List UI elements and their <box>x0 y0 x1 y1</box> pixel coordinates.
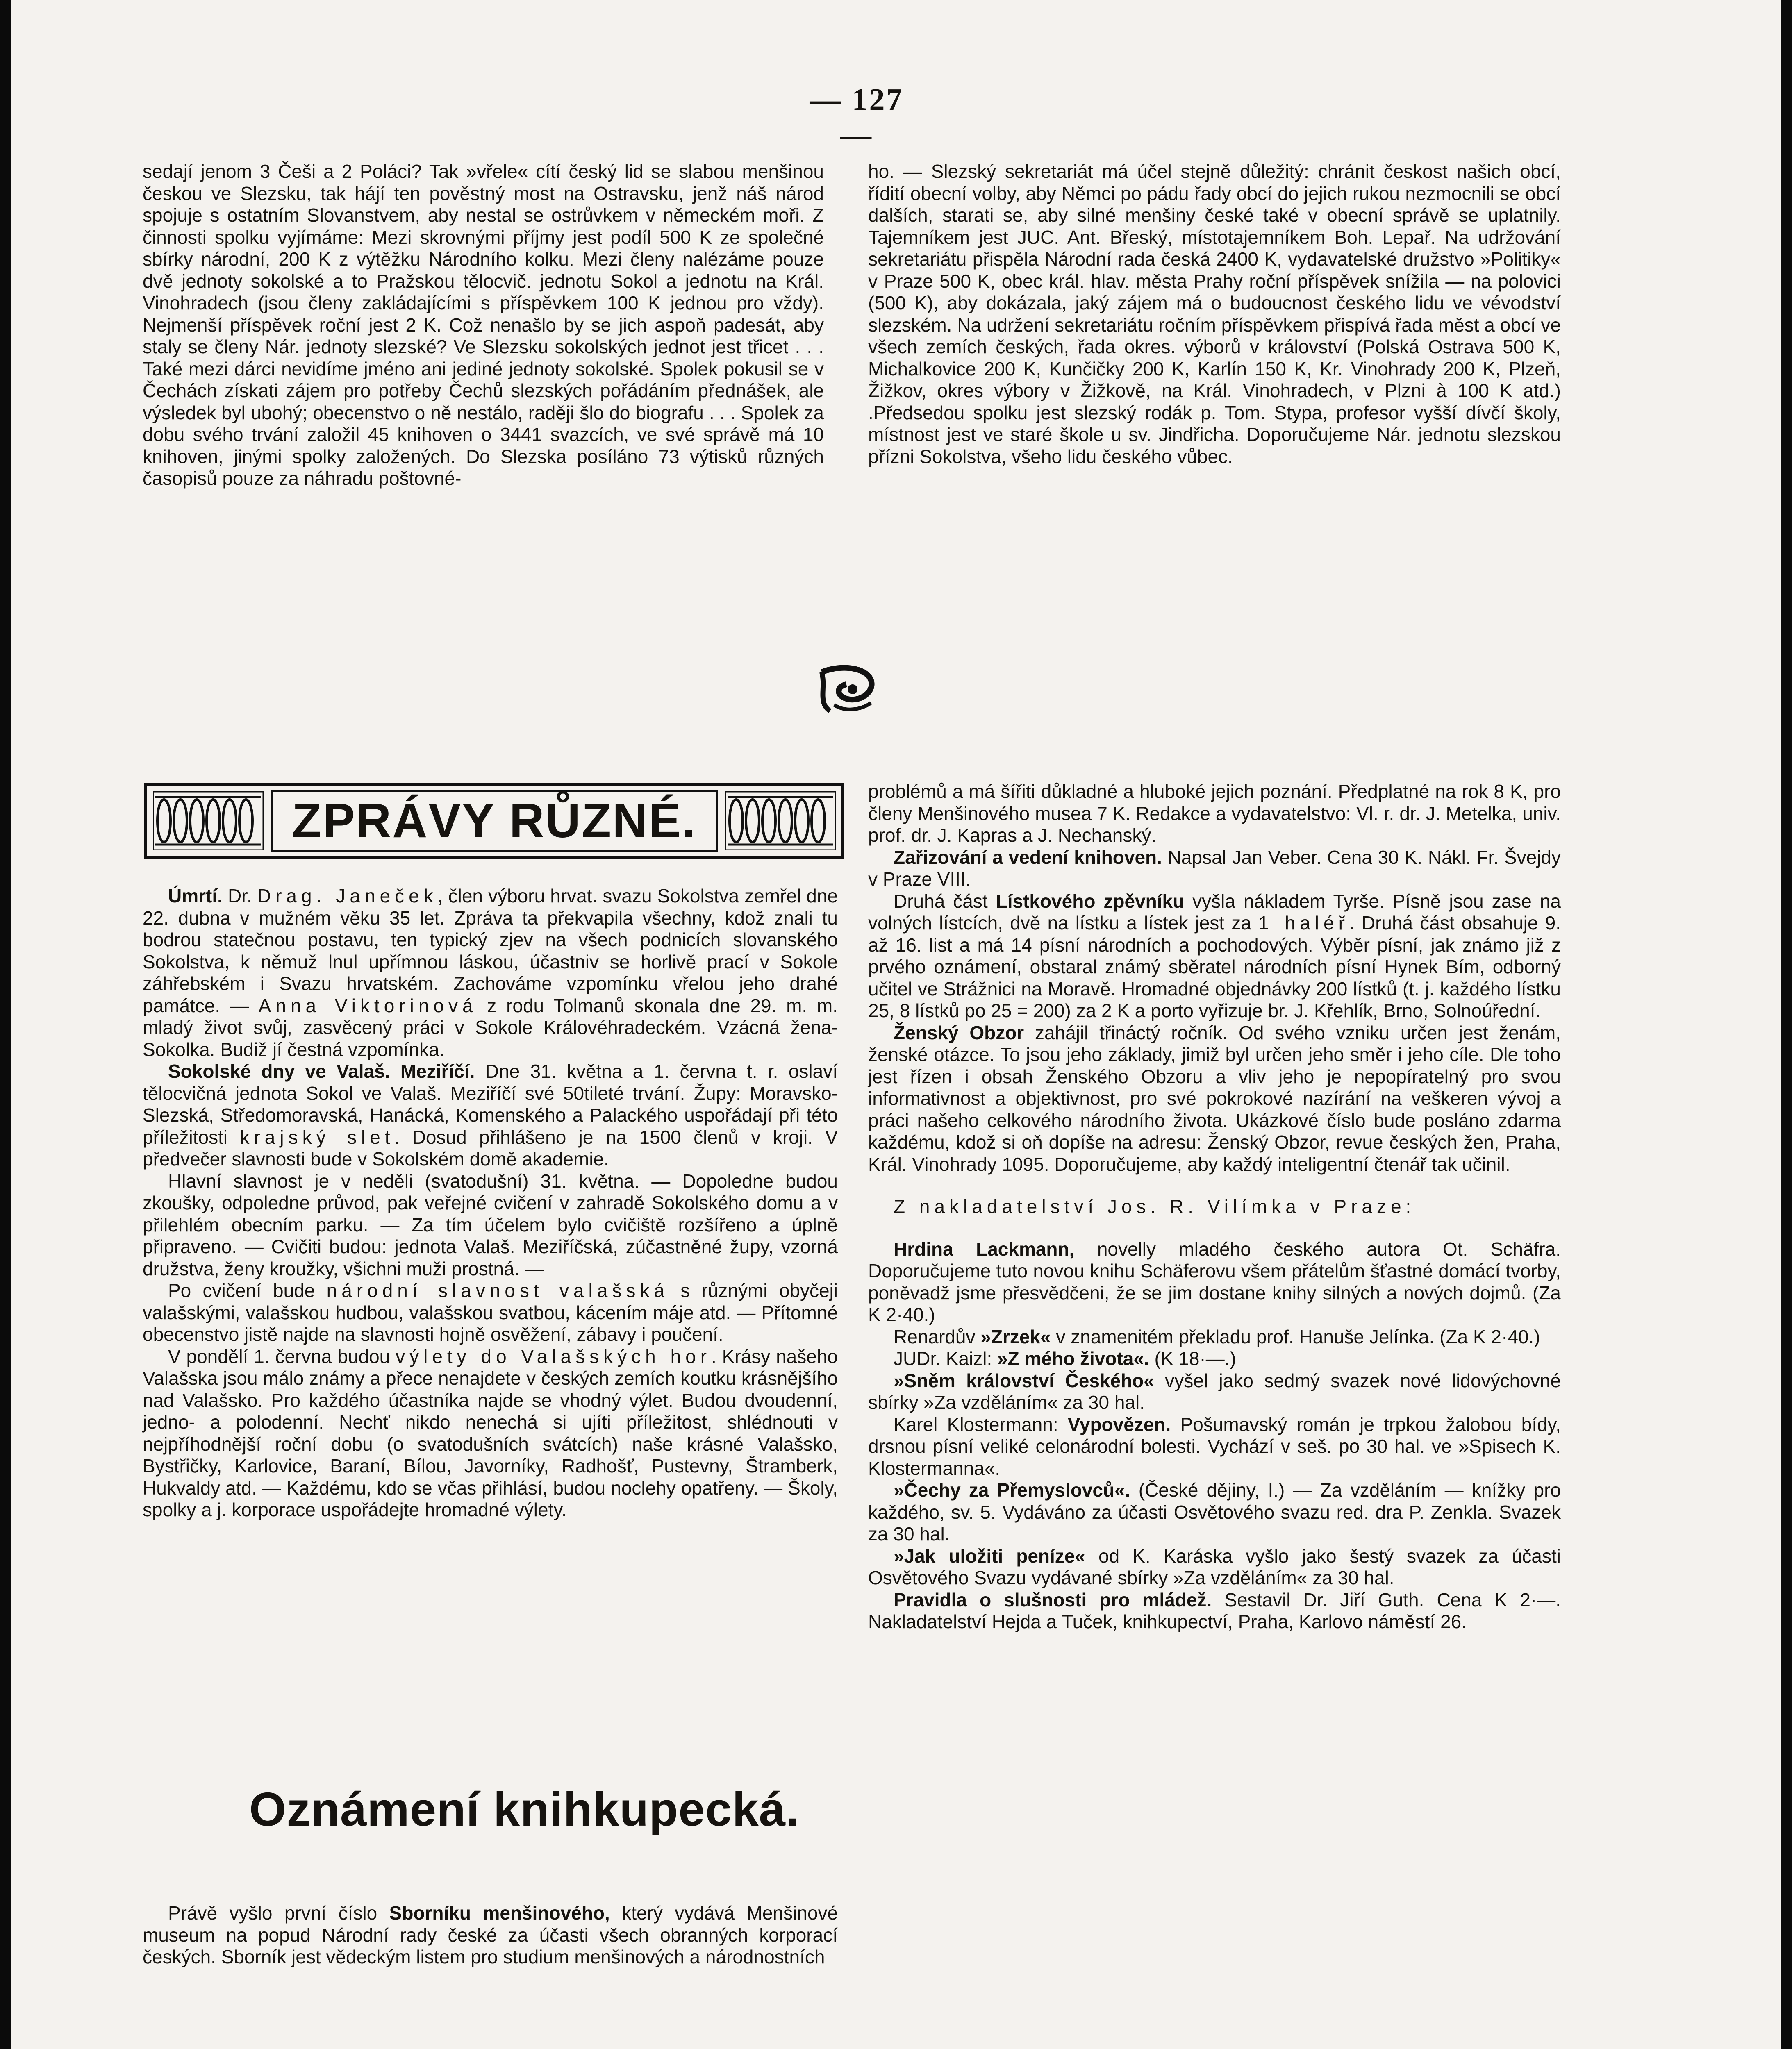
scan-border-right <box>1781 0 1792 2049</box>
paragraph: sedají jenom 3 Češi a 2 Poláci? Tak »vřele« cítí český lid se slabou menšinou českou ve Slezsku, tak hájí ten pověstný most na Ostravsku, jenž náš národ spojuje s ostatním Slovanstvem, aby nestal se ostrůvkem v německém moři. Z činnosti spolku vyjímáme: Mezi skrovnými příjmy jest podíl 500 K ze společné sbírky národní, 200 K z výtěžku Národního kolku. Mezi členy nalézáme pouze dvě jednoty sokolské a to Pražskou tělocvič. jednotu Sokol a jednotu na Král. Vinohradech (jsou členy zakládajícími s příspěvkem 100 K jednou pro vždy). Nejmenší příspěvek roční jest 2 K. Což nenašlo by se jich aspoň padesát, aby staly se členy Nár. jednoty slezské? Ve Slezsku sokolských jednot jest třicet . . . Také mezi dárci nevidíme jméno ani jediné jednoty sokolské. Spolek pokusil se v Čechách získati zájem pro potřeby Čechů slezských pořádáním přednášek, ale výsledek byl ubohý; obecenstvo o ně nestálo, raději šlo do biografu . . . Spolek za dobu svého trvání založil 45 knihoven o 3441 svazcích, ve své správě má 10 knihoven, jinými spolky založených. Do Slezska posíláno 73 výtisků různých časopisů pouze za náhradu poštovné- <box>143 161 824 489</box>
paragraph-heading: Sokolské dny ve Valaš. Meziříčí. <box>168 1061 475 1082</box>
section-title-bookshop: Oznámení knihkupecká. <box>249 1783 800 1836</box>
paragraph: problémů a má šířiti důkladné a hluboké jejich poznání. Předplatné na rok 8 K, pro členy Menšinového musea 7 K. Redakce a vydavatelstvo: Vl. r. dr. J. Metelka, univ. prof. dr. J. Kapras a J. Nechanský. <box>868 781 1561 846</box>
paragraph: Ženský Obzor zahájil třináctý ročník. Od svého vzniku určen jest ženám, ženské otázce. To jsou jeho základy, jimiž byl určen jeho směr i jeho cíle. Dle toho jest řízen i obsah Ženského Obzoru a vliv jeho je nepopíratelný pro svou informativnost a objektivnost, pro své pokrokové nazírání na veškeren vývoj a práci našeho celkového národního života. Ukázkové číslo bude posláno zdarma každému, kdož si oň dopíše na adresu: Ženský Obzor, revue českých žen, Praha, Král. Vinohrady 1095. Doporučujeme, aby každý inteligentní čtenář tak učinil. <box>868 1022 1561 1175</box>
left-column-bookshop <box>143 1902 838 1968</box>
banner-title-box <box>271 790 718 852</box>
left-column-news <box>143 885 838 1521</box>
paragraph: »Čechy za Přemyslovců«. (České dějiny, I.) — Za vzděláním — knížky pro každého, sv. 5. Vydáváno za účasti Osvětového svazu red. dra P. Zenkla. Svazek za 30 hal. <box>868 1479 1561 1545</box>
paragraph: Úmrtí. Dr. Drag. Janeček, člen výboru hrvat. svazu Sokolstva zemřel dne 22. dubna v mužném věku 35 let. Zpráva ta překvapila všechny, kdož znali tu bodrou statečnou postavu, ten typický zjev na všech podnicích slovanského Sokolstva, k němuž lnul upřímnou láskou, účastniv se horlivě prací v Sokole záhřebském i Svazu hrvatském. Zachováme vzpomínku vřelou jeho drahé památce. — Anna Viktorinová z rodu Tolmanů skonala dne 29. m. m. mladý život svůj, zasvěcený práci v Sokole Královéhradeckém. Vzácná žena-Sokolka. Budiž jí čestná vzpomínka. <box>143 885 838 1060</box>
paragraph: Karel Klostermann: Vypovězen. Pošumavský román je trpkou žalobou bídy, drsnou písní veliké celonárodní bolesti. Vychází v seš. po 30 hal. ve »Spisech K. Klostermanna«. <box>868 1413 1561 1479</box>
scan-border-left <box>0 0 11 2049</box>
paragraph: Pravidla o slušnosti pro mládež. Sestavil Dr. Jiří Guth. Cena K 2·—. Nakladatelství Hejda a Tuček, knihkupectví, Praha, Karlovo náměstí 26. <box>868 1589 1561 1632</box>
section-banner <box>144 783 844 859</box>
top-right-column <box>868 161 1561 468</box>
paragraph: Renardův »Zrzek« v znamenitém překladu prof. Hanuše Jelínka. (Za K 2·40.) <box>894 1326 1540 1347</box>
paragraph: Hrdina Lackmann, novelly mladého českého autora Ot. Schäfra. Doporučujeme tuto novou knihu Schäferovu všem přátelům šťastné domácí tvorby, poněvadž jsme přesvědčeni, že se jim dostane knihy silných a nových dojmů. (Za K 2·40.) <box>868 1238 1561 1325</box>
section-title: ZPRÁVY RŮZNÉ. <box>292 794 697 848</box>
paragraph: Druhá část Lístkového zpěvníku vyšla nákladem Tyrše. Písně jsou zase na volných lístcích, dvě na lístku a lístek jest za 1 haléř. Druhá část obsahuje 9. až 16. list a má 14 písní národních a pochodových. Výběr písní, jak známo již z prvého oznámení, obstaral známý sběratel národních písní Hynek Bím, odborný učitel ve Strážnici na Moravě. Hromadné objednávky 200 lístků (t. j. každého lístku 25, 8 lístků po 25 = 200) za 2 K a porto vyřizuje br. J. Křehlík, Brno, Solnoúřední. <box>868 890 1561 1021</box>
spacer <box>868 1218 1561 1238</box>
paragraph: Právě vyšlo první číslo Sborníku menšinového, který vydává Menšinové museum na popud Národní rady české za účasti všech obranných korporací českých. Sborník jest vědeckým listem pro studium menšinových a národnostních <box>143 1902 838 1967</box>
paragraph: »Sněm království Českého« vyšel jako sedmý svazek nové lidovýchovné sbírky »Za vzděláním« za 30 hal. <box>868 1370 1561 1413</box>
publisher-heading: Z nakladatelství Jos. R. Vilímka v Praze: <box>894 1196 1416 1217</box>
paragraph: Hlavní slavnost je v neděli (svatodušní) 31. května. — Dopoledne budou zkoušky, odpoledne průvod, pak veřejné cvičení v zahradě Sokolského domu a v přilehlém obecním parku. — Za tím účelem bylo cvičiště rozšířeno a úplně připraveno. — Cvičiti budou: jednota Valaš. Meziříčská, zúčastněné župy, vzorná družstva, ženy kroužky, všichni muži prostná. — <box>143 1170 838 1279</box>
top-left-column <box>143 161 824 490</box>
paragraph: V pondělí 1. června budou výlety do Valašských hor. Krásy našeho Valašska jsou málo známy a přece nenajdete v českých zemích koutku krásnějšího nad Valašsko. Pro každého účastníka najde se vhodný výlet. Budou dvoudenní, jedno- a polodenní. Nechť nikdo nenechá si ujíti příležitost, shlédnouti v nejpříhodnější roční dobu (o svatodušních svátcích) naše krásné Valašsko, Bystřičky, Karlovice, Baraní, Bílou, Javorníky, Radhošť, Pustevny, Štramberk, Hukvaldy atd. — Každému, kdo se včas přihlásí, budou noclehy opatřeny. — Školy, spolky a j. korporace uspořádejte hromadné výlety. <box>143 1345 838 1520</box>
page-number: — 127 — <box>810 82 904 152</box>
right-column <box>868 781 1561 1633</box>
paragraph: Sokolské dny ve Valaš. Meziříčí. Dne 31. května a 1. června t. r. oslaví tělocvičná jednota Sokol ve Valaš. Meziříčí své 50tileté trvání. Župy: Moravsko-Slezská, Středomoravská, Hanácká, Komenského a Palackého uspořádají při této příležitosti krajský slet. Dosud přihlášeno je na 1500 členů v kroji. V předvečer slavnosti bude v Sokolském domě akademie. <box>143 1061 838 1170</box>
floral-ornament-icon <box>814 664 879 717</box>
paragraph: Zařizování a vedení knihoven. Napsal Jan Veber. Cena 30 K. Nákl. Fr. Švejdy v Praze VIII. <box>868 846 1561 890</box>
paragraph-heading: Úmrtí. <box>168 885 223 906</box>
spacer <box>868 1175 1561 1196</box>
paragraph: »Jak uložiti peníze« od K. Karáska vyšlo jako šestý svazek za účasti Osvětového Svazu vydávané sbírky »Za vzděláním« za 30 hal. <box>868 1545 1561 1588</box>
ornament-icon <box>725 791 836 850</box>
paragraph: JUDr. Kaizl: »Z mého života«. (K 18·—.) <box>894 1348 1236 1369</box>
paragraph: Po cvičení bude národní slavnost valašská s různými obyčeji valašskými, valašskou hudbou, valašskou svatbou, kácením máje atd. — Přítomné obecenstvo jistě najde na slavnosti hojně osvěžení, zábavy i poučení. <box>143 1280 838 1345</box>
ornament-icon <box>153 791 264 850</box>
paragraph: ho. — Slezský sekretariát má účel stejně důležitý: chránit českost našich obcí, řídití obecní volby, aby Němci po pádu řady obcí do jejich rukou nezmocnili se obcí dalších, starati se, aby silné menšiny české také v obecní správě se uplatnily. Tajemníkem jest JUC. Ant. Břeský, místotajemníkem Boh. Lepař. Na udržování sekretariátu přispěla Národní rada česká 2400 K, vydavatelské družstvo »Politiky« v Praze 500 K, obec král. hlav. města Prahy roční příspěvek snížila — na polovici (500 K), aby dokázala, jaký zájem má o budoucnost českého lidu ve vévodství slezském. Na udržení sekretariátu ročním příspěvkem přispívá řada měst a obcí ve všech zemích českých, řada okres. výborů v království (Polská Ostrava 500 K, Michalkovice 200 K, Kunčičky 200 K, Karlín 150 K, Kr. Vinohrady 200 K, Plzeň, Žižkov, okres výbory v Žižkově, na Král. Vinohradech, v Plzni à 100 K atd.) .Předsedou spolku jest slezský rodák p. Tom. Stypa, profesor vyšší dívčí školy, místnost jest ve staré škole u sv. Jindřicha. Doporučujeme Nár. jednotu slezskou přízni Sokolstva, všeho lidu českého vůbec. <box>868 161 1561 467</box>
